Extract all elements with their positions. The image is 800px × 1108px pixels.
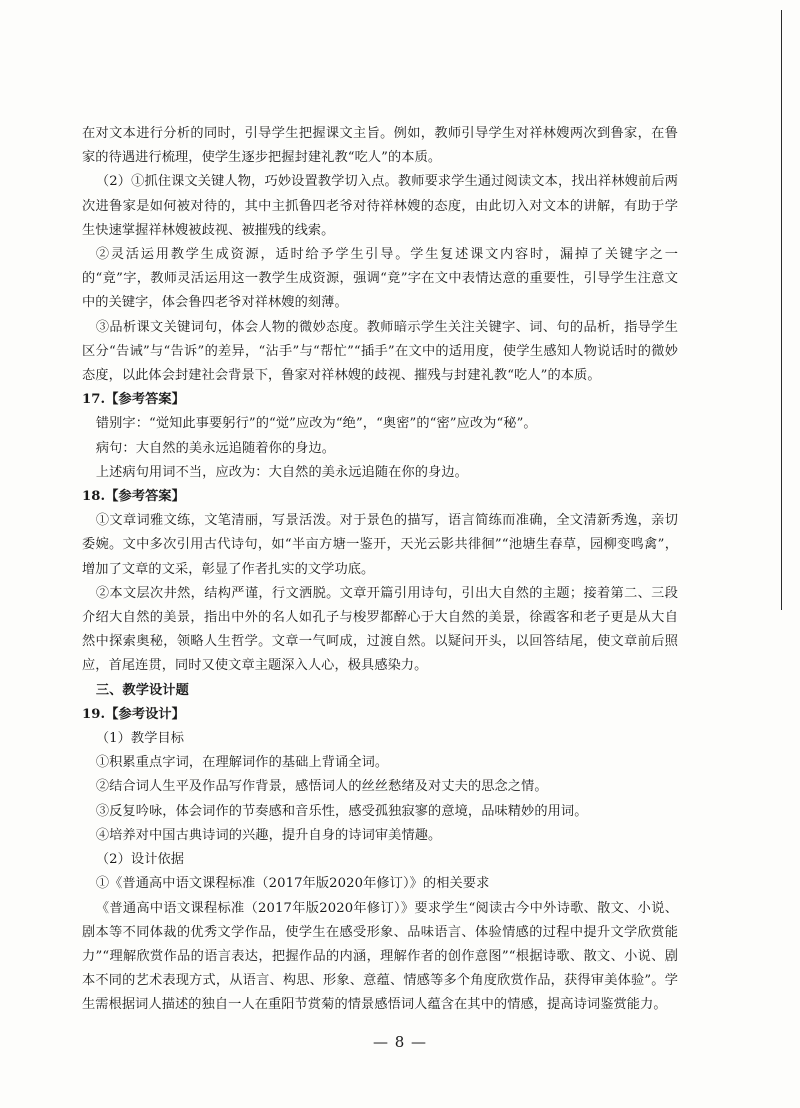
paragraph: （1）教学目标 (95, 731, 185, 747)
section-heading: 三、教学设计题 (95, 682, 189, 698)
section-heading: 19.【参考设计】 (82, 706, 185, 722)
paragraph: ④培养对中国古典诗词的兴趣，提升自身的诗词审美情趣。 (95, 827, 442, 843)
paragraph: ②灵活运用教学生成资源，适时给予学生引导。学生复述课文内容时，漏掉了关键字之一的“竟”字，教师灵活运用这一教学生成资源，强调“竟”字在文中表情达意的重要性，引导学生注意文中的关键字，体会鲁四老爷对祥林嫂的刻薄。 (82, 247, 678, 311)
section-heading: 17.【参考答案】 (82, 392, 185, 408)
document-body (82, 122, 678, 1018)
paragraph: 病句：大自然的美永远追随着你的身边。 (95, 440, 336, 456)
paragraph: ②结合词人生平及作品写作背景，感悟词人的丝丝愁绪及对丈夫的思念之情。 (95, 779, 548, 795)
paragraph: （2）设计依据 (95, 852, 185, 868)
paragraph: ②本文层次井然，结构严谨，行文洒脱。文章开篇引用诗句，引出大自然的主题；接着第二、三段介绍大自然的美景，指出中外的名人如孔子与梭罗都醉心于大自然的美景，徐霞客和老子更是从大自然中探索奥秘，领略人生哲学。文章一气呵成，过渡自然。以疑问开头，以回答结尾，使文章前后照应，首尾连贯，同时又使文章主题深入人心，极具感染力。 (82, 585, 678, 674)
paragraph: ③品析课文关键词句，体会人物的微妙态度。教师暗示学生关注关键字、词、句的品析，指导学生区分“告诫”与“告诉”的差异，“沾手”与“帮忙”“插手”在文中的适用度，使学生感知人物说话时的微妙态度，以此体会封建社会背景下，鲁家对祥林嫂的歧视、摧残与封建礼教“吃人”的本质。 (82, 319, 678, 384)
paragraph: ①积累重点字词，在理解词作的基础上背诵全词。 (95, 755, 389, 771)
right-margin-rule (781, 10, 782, 610)
paragraph: （2）①抓住课文关键人物，巧妙设置教学切入点。教师要求学生通过阅读文本，找出祥林嫂前后两次进鲁家是如何被对待的，其中主抓鲁四老爷对待祥林嫂的态度，由此切入对文本的讲解，有助于学生快速掌握祥林嫂被歧视、被摧残的线索。 (82, 174, 678, 238)
page-number: — 8 — (372, 1033, 428, 1051)
paragraph: 错别字：“觉知此事要躬行”的“觉”应改为“绝”，“奥密”的“密”应改为“秘”。 (95, 416, 537, 432)
section-heading: 18.【参考答案】 (82, 489, 185, 505)
paragraph: ①《普通高中语文课程标准（2017年版2020年修订）》的相关要求 (95, 876, 490, 892)
paragraph: ①文章词雅文练，文笔清丽，写景活泼。对于景色的描写，语言简练而准确，全文清新秀逸，亲切委婉。文中多次引用古代诗句，如“半亩方塘一鉴开，天光云影共徘徊”“池塘生春草，园柳变鸣禽”，增加了文章的文采，彰显了作者扎实的文学功底。 (82, 513, 678, 577)
paragraph: 在对文本进行分析的同时，引导学生把握课文主旨。例如，教师引导学生对祥林嫂两次到鲁家，在鲁家的待遇进行梳理，使学生逐步把握封建礼教“吃人”的本质。 (82, 126, 678, 166)
paragraph: 上述病句用词不当，应改为：大自然的美永远追随在你的身边。 (95, 464, 468, 480)
paragraph: ③反复吟咏，体会词作的节奏感和音乐性，感受孤独寂寥的意境，品味精妙的用词。 (95, 803, 588, 819)
paragraph: 《普通高中语文课程标准（2017年版2020年修订）》要求学生“阅读古今中外诗歌、散文、小说、剧本等不同体裁的优秀文学作品，使学生在感受形象、品味语言、体验情感的过程中提升文学欣赏能力”“理解欣赏作品的语言表达，把握作品的内涵，理解作者的创作意图”“根据诗歌、散文、小说、剧本不同的艺术表现方式，从语言、构思、形象、意蕴、情感等多个角度欣赏作品，获得审美体验”。学生需根据词人描述的独自一人在重阳节赏菊的情景感悟词人蕴含在其中的情感，提高诗词鉴赏能力。 (82, 900, 678, 1013)
